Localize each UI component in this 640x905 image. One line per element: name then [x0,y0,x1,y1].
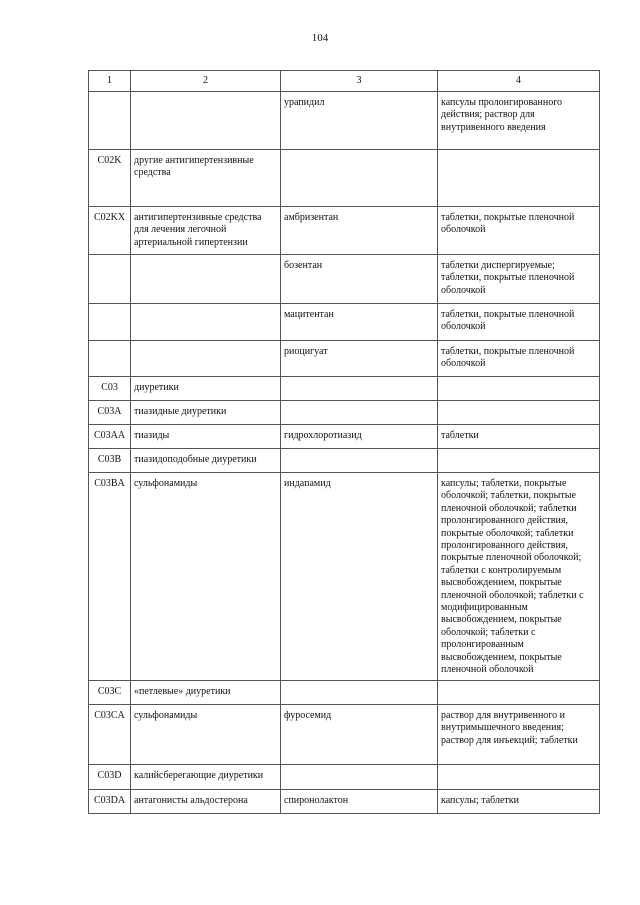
table-row [89,377,600,401]
drug-name: спиронолактон [281,790,438,814]
table-row [89,92,600,150]
atc-code: C03CA [89,705,131,765]
group-name: другие антигипертензивные средства [131,150,281,207]
dosage-form: таблетки диспергируемые; таблетки, покрытые пленочной оболочкой [438,255,600,304]
drug-name: индапамид [281,473,438,681]
table-row [89,304,600,341]
table-row [89,790,600,814]
atc-code: C03D [89,765,131,790]
dosage-form: капсулы пролонгированного действия; раствор для внутривенного введения [438,92,600,150]
dosage-form: таблетки, покрытые пленочной оболочкой [438,341,600,377]
table-row [89,705,600,765]
group-name: тиазидные диуретики [131,401,281,425]
table-row [89,425,600,449]
atc-code: C03DA [89,790,131,814]
atc-code: C02KX [89,207,131,255]
atc-code [89,304,131,341]
atc-code [89,341,131,377]
group-name [131,255,281,304]
atc-code: C03B [89,449,131,473]
dosage-form: таблетки, покрытые пленочной оболочкой [438,207,600,255]
drug-name: фуросемид [281,705,438,765]
header-col-2: 2 [131,71,281,92]
atc-code: C03BA [89,473,131,681]
atc-code: C03C [89,681,131,705]
dosage-form [438,681,600,705]
drug-name: гидрохлоротиазид [281,425,438,449]
group-name [131,92,281,150]
drug-name [281,449,438,473]
drug-name: бозентан [281,255,438,304]
table-row [89,401,600,425]
header-col-1: 1 [89,71,131,92]
drug-table [88,70,600,814]
drug-name: амбризентан [281,207,438,255]
drug-name [281,377,438,401]
drug-name [281,765,438,790]
header-col-4: 4 [438,71,600,92]
header-col-3: 3 [281,71,438,92]
group-name [131,341,281,377]
page-number: 104 [311,32,329,44]
group-name: антигипертензивные средства для лечения легочной артериальной гипертензии [131,207,281,255]
table-row [89,207,600,255]
dosage-form: раствор для внутривенного и внутримышечного введения; раствор для инъекций; таблетки [438,705,600,765]
atc-code [89,92,131,150]
dosage-form: капсулы; таблетки, покрытые оболочкой; таблетки, покрытые пленочной оболочкой; таблетки пролонгированного действия, покрытые оболочкой; таблетки пролонгированного действия, покрытые пленочной оболочкой; таблетки с контролируемым высвобождением, покрытые пленочной оболочкой; таблетки с модифицированным высвобождением, покрытые оболочкой; таблетки с пролонгированным высвобождением, покрытые пленочной оболочкой [438,473,600,681]
drug-name: урапидил [281,92,438,150]
atc-code: C03AA [89,425,131,449]
dosage-form [438,449,600,473]
drug-name: риоцигуат [281,341,438,377]
dosage-form: капсулы; таблетки [438,790,600,814]
group-name: диуретики [131,377,281,401]
group-name: тиазидоподобные диуретики [131,449,281,473]
dosage-form [438,150,600,207]
drug-name [281,150,438,207]
group-name: сульфонамиды [131,705,281,765]
group-name: тиазиды [131,425,281,449]
table-row [89,765,600,790]
table-row [89,681,600,705]
atc-code [89,255,131,304]
table-row [89,255,600,304]
group-name: антагонисты альдостерона [131,790,281,814]
group-name: «петлевые» диуретики [131,681,281,705]
atc-code: C02K [89,150,131,207]
dosage-form: таблетки [438,425,600,449]
dosage-form [438,401,600,425]
group-name: сульфонамиды [131,473,281,681]
group-name: калийсберегающие диуретики [131,765,281,790]
table-row [89,449,600,473]
dosage-form: таблетки, покрытые пленочной оболочкой [438,304,600,341]
drug-name: мацитентан [281,304,438,341]
drug-name [281,401,438,425]
atc-code: C03 [89,377,131,401]
drug-name [281,681,438,705]
table-row [89,473,600,681]
table-row [89,150,600,207]
atc-code: C03A [89,401,131,425]
table-row [89,341,600,377]
dosage-form [438,765,600,790]
dosage-form [438,377,600,401]
group-name [131,304,281,341]
header-row [89,71,600,92]
